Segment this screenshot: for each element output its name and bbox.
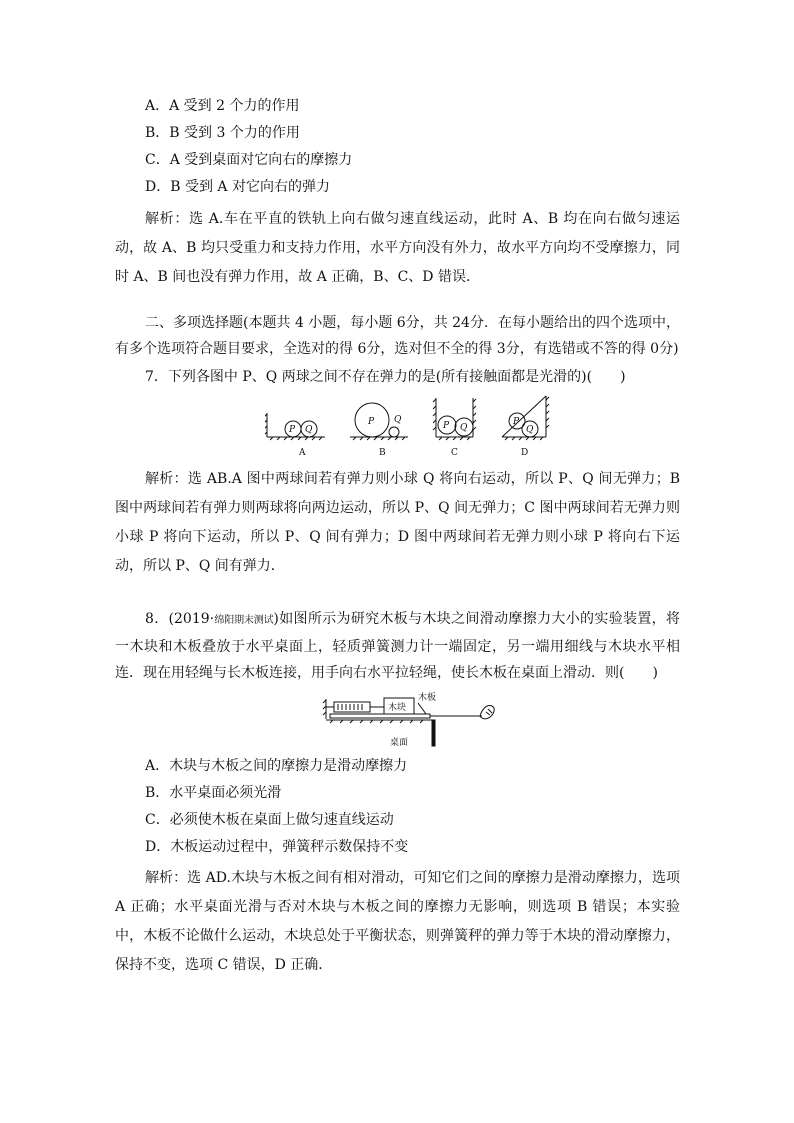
- q6-analysis: 解析：选 A.车在平直的铁轨上向右做匀速直线运动，此时 A、B 均在向右做匀速运动，故 A、B 均只受重力和支持力作用，水平方向没有外力，故水平方向均不受摩擦力，同时 A、B 间也没有弹力作用，故 A 正确，B、C、D 错误．: [115, 211, 680, 285]
- q7-d-label-q: Q: [526, 425, 534, 435]
- q7-figure-c: [433, 398, 476, 440]
- q7-c-label-q: Q: [460, 423, 468, 433]
- q8-figure: [322, 689, 507, 747]
- q7-fig-label-d: D: [521, 448, 529, 458]
- q7-b-label-q: Q: [394, 415, 402, 425]
- q8-stem: [115, 606, 680, 686]
- q7-fig-label-a: A: [299, 448, 306, 458]
- section2-heading: 二、多项选择题(本题共 4 小题，每小题 6分，共 24分．在每小题给出的四个选项中，有多个选项符合题目要求，全选对的得 6分，选对但不全的得 3分，有选错或不答的得 0分): [115, 315, 680, 357]
- q7-fig-label-c: C: [451, 448, 458, 458]
- q7-d-label-p: P: [513, 417, 520, 427]
- q6-option-d: D．B 受到 A 对它向右的弹力: [145, 179, 330, 195]
- q6-option-a: A．A 受到 2 个力的作用: [145, 98, 300, 114]
- q7-a-label-p: P: [289, 425, 296, 435]
- q7-c-label-p: P: [443, 421, 450, 431]
- q7-b-ball-q: [389, 427, 399, 437]
- q8-hand: [480, 706, 494, 719]
- q8-table-label: 桌面: [390, 738, 409, 747]
- q8-option-c: C．必须使木板在桌面上做匀速直线运动: [145, 812, 394, 828]
- q8-option-b: B．水平桌面必须光滑: [145, 785, 282, 801]
- q8-analysis: 解析：选 AD.木块与木板之间有相对滑动，可知它们之间的摩擦力是滑动摩擦力，选项 A 正确；水平桌面光滑与否对木块与木板之间的摩擦力无影响，则选项 B 错误；本实验中，木板不论做什么运动，木块总处于平衡状态，则弹簧秤的弹力等于木块的滑动摩擦力，保持不变，选项 C 错误，D 正确．: [115, 870, 680, 973]
- q7-analysis: 解析：选 AB.A 图中两球间若有弹力则小球 Q 将向右运动，所以 P、Q 间无弹力；B 图中两球间若有弹力则两球将向两边运动，所以 P、Q 间无弹力；C 图中两球间若无弹力则小球 P 将向下运动，所以 P、Q 间有弹力；D 图中两球间若无弹力则小球 P 将向右下运动，所以 P、Q 间有弹力．: [115, 471, 680, 574]
- q8-board-label: 木板: [418, 693, 437, 703]
- q8-wooden-board: [330, 714, 430, 718]
- q7-stem: 7．下列各图中 P、Q 两球之间不存在弹力的是(所有接触面都是光滑的)( ): [145, 369, 626, 385]
- q8-option-d: D．木板运动过程中，弹簧秤示数保持不变: [145, 839, 409, 855]
- q8-source: 绵阳期末测试: [214, 615, 274, 626]
- q7-figure: [265, 393, 550, 459]
- q7-b-label-p: P: [368, 417, 375, 427]
- q8-option-a: A．木块与木板之间的摩擦力是滑动摩擦力: [145, 758, 408, 774]
- q8-spring-scale: [334, 702, 370, 712]
- q8-block-label: 木块: [388, 703, 407, 713]
- q6-option-c: C．A 受到桌面对它向右的摩擦力: [145, 152, 353, 168]
- q7-fig-label-b: B: [379, 448, 386, 458]
- q8-number: 8．(2019·: [145, 611, 215, 627]
- q8-stem-text: )如图所示为研究木板与木块之间滑动摩擦力大小的实验装置，将一木块和木板叠放于水平桌面上，轻质弹簧测力计一端固定，另一端用细线与木块水平相连．现在用轻绳与长木板连接，用手向右水平拉轻绳，使长木板在桌面上滑动．则( ): [115, 611, 681, 681]
- q6-option-b: B．B 受到 3 个力的作用: [145, 125, 300, 141]
- q7-a-label-q: Q: [305, 425, 313, 435]
